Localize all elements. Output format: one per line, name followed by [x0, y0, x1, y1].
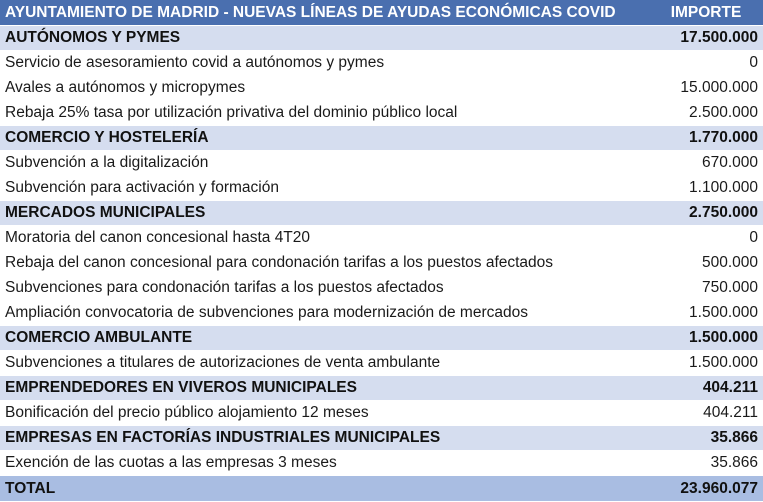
- item-row: [0, 301, 763, 326]
- section-name: COMERCIO AMBULANTE: [0, 326, 649, 351]
- item-amount: 15.000.000: [649, 76, 763, 101]
- item-label: Moratoria del canon concesional hasta 4T20: [0, 226, 649, 251]
- section-row: [0, 126, 763, 151]
- item-label: Rebaja del canon concesional para condonación tarifas a los puestos afectados: [0, 251, 649, 276]
- item-label: Rebaja 25% tasa por utilización privativa del dominio público local: [0, 101, 649, 126]
- item-amount: 2.500.000: [649, 101, 763, 126]
- item-label: Avales a autónomos y micropymes: [0, 76, 649, 101]
- item-row: [0, 401, 763, 426]
- item-row: [0, 101, 763, 126]
- header-row: [0, 0, 763, 26]
- section-row: [0, 326, 763, 351]
- item-row: [0, 276, 763, 301]
- item-label: Subvenciones para condonación tarifas a los puestos afectados: [0, 276, 649, 301]
- item-label: Servicio de asesoramiento covid a autónomos y pymes: [0, 51, 649, 76]
- section-amount: 1.770.000: [649, 126, 763, 151]
- section-name: EMPRESAS EN FACTORÍAS INDUSTRIALES MUNICIPALES: [0, 426, 649, 451]
- section-row: [0, 426, 763, 451]
- table-title: AYUNTAMIENTO DE MADRID - NUEVAS LÍNEAS DE AYUDAS ECONÓMICAS COVID: [0, 0, 649, 26]
- section-amount: 404.211: [649, 376, 763, 401]
- item-label: Subvención para activación y formación: [0, 176, 649, 201]
- item-amount: 500.000: [649, 251, 763, 276]
- section-name: AUTÓNOMOS Y PYMES: [0, 26, 649, 51]
- item-amount: 0: [649, 51, 763, 76]
- section-amount: 35.866: [649, 426, 763, 451]
- item-amount: 750.000: [649, 276, 763, 301]
- item-label: Subvención a la digitalización: [0, 151, 649, 176]
- item-label: Exención de las cuotas a las empresas 3 meses: [0, 451, 649, 476]
- item-row: [0, 76, 763, 101]
- section-amount: 17.500.000: [649, 26, 763, 51]
- total-amount: 23.960.077: [649, 476, 763, 502]
- item-label: Ampliación convocatoria de subvenciones para modernización de mercados: [0, 301, 649, 326]
- item-amount: 1.500.000: [649, 301, 763, 326]
- item-amount: 404.211: [649, 401, 763, 426]
- item-label: Subvenciones a titulares de autorizaciones de venta ambulante: [0, 351, 649, 376]
- item-row: [0, 51, 763, 76]
- item-row: [0, 176, 763, 201]
- total-row: [0, 476, 763, 502]
- item-row: [0, 351, 763, 376]
- section-name: EMPRENDEDORES EN VIVEROS MUNICIPALES: [0, 376, 649, 401]
- item-amount: 1.500.000: [649, 351, 763, 376]
- item-amount: 670.000: [649, 151, 763, 176]
- total-label: TOTAL: [0, 476, 649, 502]
- item-amount: 0: [649, 226, 763, 251]
- item-row: [0, 226, 763, 251]
- section-row: [0, 26, 763, 51]
- item-amount: 35.866: [649, 451, 763, 476]
- amount-column-header: IMPORTE: [649, 0, 763, 26]
- item-row: [0, 251, 763, 276]
- item-label: Bonificación del precio público alojamiento 12 meses: [0, 401, 649, 426]
- item-row: [0, 451, 763, 476]
- item-row: [0, 151, 763, 176]
- section-row: [0, 376, 763, 401]
- section-name: MERCADOS MUNICIPALES: [0, 201, 649, 226]
- item-amount: 1.100.000: [649, 176, 763, 201]
- section-amount: 1.500.000: [649, 326, 763, 351]
- section-amount: 2.750.000: [649, 201, 763, 226]
- section-name: COMERCIO Y HOSTELERÍA: [0, 126, 649, 151]
- section-row: [0, 201, 763, 226]
